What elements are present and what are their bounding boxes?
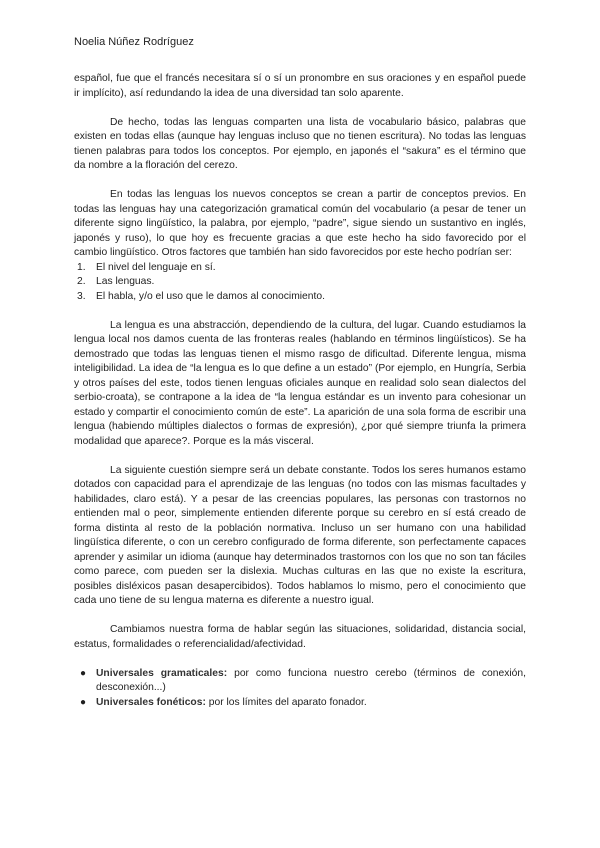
list-item [74, 696, 526, 711]
list-item-text: Las lenguas. [96, 276, 155, 287]
bullet-term: Universales fonéticos: [96, 696, 206, 708]
bullet-text: por como funciona nuestro cerebo (términos de conexión, desconexión...) [96, 667, 526, 693]
list-number: 2. [77, 276, 86, 287]
numbered-list [74, 261, 526, 305]
list-item [74, 667, 526, 696]
list-item [74, 290, 526, 305]
bullet-term: Universales gramaticales: [96, 667, 228, 679]
list-number: 3. [77, 290, 86, 302]
author-header: Noelia Núñez Rodríguez [74, 36, 194, 48]
paragraph: La lengua es una abstracción, dependiendo de la cultura, del lugar. Cuando estudiamos la lengua local nos damos cuenta de las fronteras reales (hablando en términos lingüísticos). Se ha demostrado que todas las lenguas tienen el mismo rasgo de dificultad. Diferente lengua, misma inteligibilidad. La idea de “la lengua es lo que define a un estado” (Por ejemplo, en Hungría, Serbia y otros países del este, todos tienen lenguas oficiales aunque en realidad solo sean dialectos del serbio-croata), se contrapone a la idea de “la lengua estándar es un invento para cohesionar un estado y compartir el conocimiento común de este”. La aparición de una sola forma de escribir una lengua (habiendo múltiples dialectos o formas de expresión), ¿por qué siempre triunfa la primera modalidad que aparece?. Porque es la más visceral. [74, 319, 526, 447]
list-item [74, 275, 526, 290]
paragraph: español, fue que el francés necesitara sí o sí un pronombre en sus oraciones y en español puede ir implícito), así redundando la idea de una diversidad tan solo aparente. [74, 73, 526, 99]
list-item [74, 261, 526, 276]
list-number: 1. [77, 261, 86, 273]
paragraph: En todas las lenguas los nuevos conceptos se crean a partir de conceptos previos. En todas las lenguas hay una categorización gramatical común del vocabulario (a pesar de tener un diferente signo lingüístico, la palabra, por ejemplo, “padre”, sigue siendo un sustantivo en inglés, japonés y ruso), lo que hoy es frecuente gracias a que este hecho ha sido favorecido por el cambio lingüístico. Otros factores que también han sido favorecidos por este hecho podrían ser: [74, 189, 526, 258]
list-item-text: El nivel del lenguaje en sí. [96, 261, 216, 273]
paragraph: Cambiamos nuestra forma de hablar según las situaciones, solidaridad, distancia social, estatus, formalidades o referencialidad/afectividad. [74, 624, 526, 650]
bullet-icon: ● [80, 667, 87, 679]
bullet-text: por los límites del aparato fonador. [205, 696, 367, 708]
list-item-text: El habla, y/o el uso que le damos al conocimiento. [96, 290, 325, 302]
document-body [74, 72, 526, 710]
paragraph: La siguiente cuestión siempre será un debate constante. Todos los seres humanos estamo dotados con capacidad para el aprendizaje de las lenguas (no todos con las mismas facultades y habilidades, claro está). Y a pesar de las creencias populares, las personas con trastornos no entienden mal o peor, simplemente entienden diferente porque su cerebro en sí está creado de forma distinta al resto de la población normativa. Incluso un ser humano con una habilidad lingüística diferente, o con un cerebro configurado de forma diferente, son perfectamente capaces aprender y asimilar un idioma (aunque hay determinados trastornos con los que no son tan fáciles como parece, com pueden ser la dislexia. Muchas culturas en las que no existe la escritura, posibles disléxicos pasan desapercibidos). Todos hablamos lo mismo, pero el conocimiento que cada uno tiene de su lengua materna es diferente a nuestro igual. [74, 464, 526, 606]
paragraph: De hecho, todas las lenguas comparten una lista de vocabulario básico, palabras que existen en todas ellas (aunque hay lenguas incluso que no tienen escritura). No todas las lenguas tienen palabras para todos los conceptos. Por ejemplo, en japonés el “sakura” es el término que da nombre a la floración del cerezo. [74, 116, 526, 171]
bullet-list [74, 667, 526, 711]
bullet-icon: ● [80, 696, 87, 708]
